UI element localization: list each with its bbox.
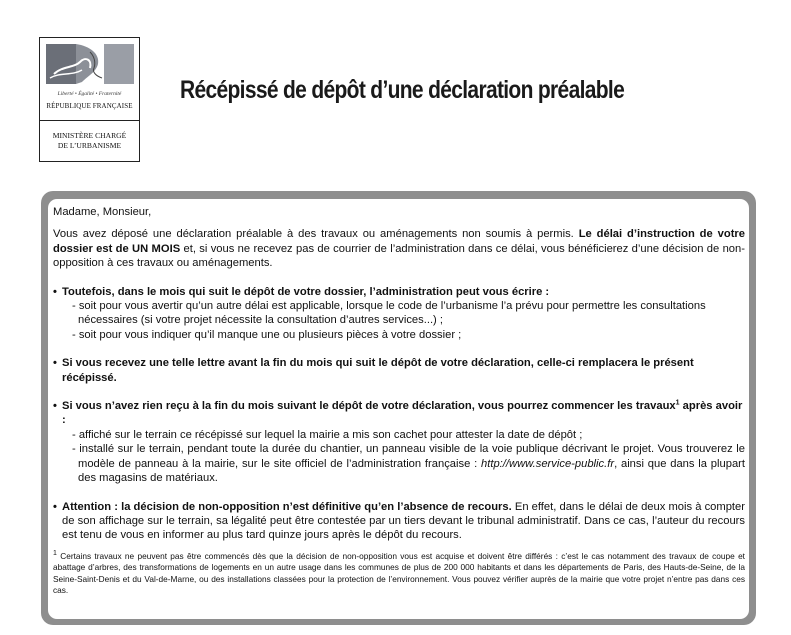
bullet-dot: • (53, 285, 57, 298)
footnote (53, 551, 745, 597)
bullet-travaux (53, 399, 745, 485)
greeting: Madame, Monsieur, (53, 206, 152, 218)
ministry-line-1: MINISTÈRE CHARGÉ (52, 131, 127, 140)
page-title: Récépissé de dépôt d’une déclaration préalable (180, 76, 625, 104)
bullet-travaux-sub-2 (62, 442, 745, 485)
logo-motto: Liberté • Égalité • Fraternité (57, 91, 122, 97)
bullet-toutefois-sub-2: - soit pour vous indiquer qu’il manque une ou plusieurs pièces à votre dossier ; (72, 328, 462, 341)
bullet-toutefois (53, 285, 745, 343)
bullet-toutefois-sub-1: - soit pour vous avertir qu’un autre délai est applicable, lorsque le code de l’urbanisme l’a prévu pour permettre les consultations nécessaires (si votre projet nécessite la consultation d’autres services...) ; (72, 300, 706, 327)
logo-emblem-area (40, 38, 139, 121)
bullet-travaux-sub-1: - affiché sur le terrain ce récépissé sur lequel la mairie a mis son cachet pour attester la date de dépôt ; (72, 428, 583, 441)
footnote-text: Certains travaux ne peuvent pas être commencés dès que la décision de non-opposition vous est acquise et doivent être différés : c’est le cas notamment des travaux de coupe et abattage d’arbres, des transformations de logements en un autre usage dans les communes de plus de 200 000 habitants et dans les départements de Paris, des Hauts-de-Seine, de la Seine-Saint-Denis et du Val-de-Marne, ou des installations classées pour la protection de l’environnement. Vous pouvez vérifier auprès de la mairie que votre projet n’entre pas dans ces cas. (53, 550, 745, 595)
bullet-attention (53, 500, 745, 543)
bullet-attention-text: En effet, dans le délai de deux mois à compter de son affichage sur le terrain, sa légalité peut être contestée par un tiers devant le tribunal administratif. Dans ce cas, l’auteur du recours est tenu de vous en informer au plus tard quinze jours après le dépôt du recours. (62, 500, 745, 542)
letter-body (53, 205, 745, 596)
intro-text-c: et, si vous ne recevez pas de courrier de l’administration dans ce délai, vous bénéficierez d’une décision de non-opposition à ces travaux ou aménagements. (53, 242, 745, 270)
bullet-travaux-title-b: après avoir : (62, 400, 743, 427)
bullet-lettre (53, 356, 745, 385)
marianne-emblem-icon (46, 44, 134, 84)
footnote-mark: 1 (53, 549, 57, 557)
footnote-ref: 1 (675, 399, 680, 407)
bullet-dot: • (53, 500, 57, 513)
bullet-dot: • (53, 400, 57, 413)
bullet-travaux-sub-2a: - installé sur le terrain, pendant toute la durée du chantier, un panneau visible de la voie publique décrivant le projet. Vous trouverez le modèle de panneau à la mairie, sur le site officiel de l’administration française : (72, 443, 745, 470)
logo-republic: RÉPUBLIQUE FRANÇAISE (46, 102, 133, 110)
service-public-link[interactable]: http://www.service-public.fr (481, 457, 615, 470)
bullet-lettre-title: Si vous recevez une telle lettre avant la fin du mois qui suit le dépôt de votre déclaration, celle-ci remplacera le présent récépissé. (62, 357, 694, 384)
bullet-travaux-sub-2b: , ainsi que dans la plupart des magasins de matériaux. (78, 457, 745, 485)
ministry-line-2: DE L’URBANISME (57, 141, 122, 150)
bullet-attention-title: Attention : la décision de non-opposition n’est définitive qu’en l’absence de recours. (62, 500, 512, 513)
bullet-travaux-title (62, 400, 742, 426)
logo-ministry (40, 121, 139, 151)
republique-francaise-logo (39, 37, 140, 162)
intro-text-bold: Le délai d’instruction de votre dossier est de UN MOIS (53, 228, 745, 255)
intro-paragraph (53, 227, 745, 270)
bullet-travaux-title-a: Si vous n’avez rien reçu à la fin du mois suivant le dépôt de votre déclaration, vous pourrez commencer les travaux (62, 400, 676, 413)
bullet-toutefois-title: Toutefois, dans le mois qui suit le dépôt de votre dossier, l’administration peut vous écrire : (62, 285, 550, 298)
bullet-dot: • (53, 357, 57, 370)
intro-text-a: Vous avez déposé une déclaration préalable à des travaux ou aménagements non soumis à permis. (53, 228, 579, 241)
